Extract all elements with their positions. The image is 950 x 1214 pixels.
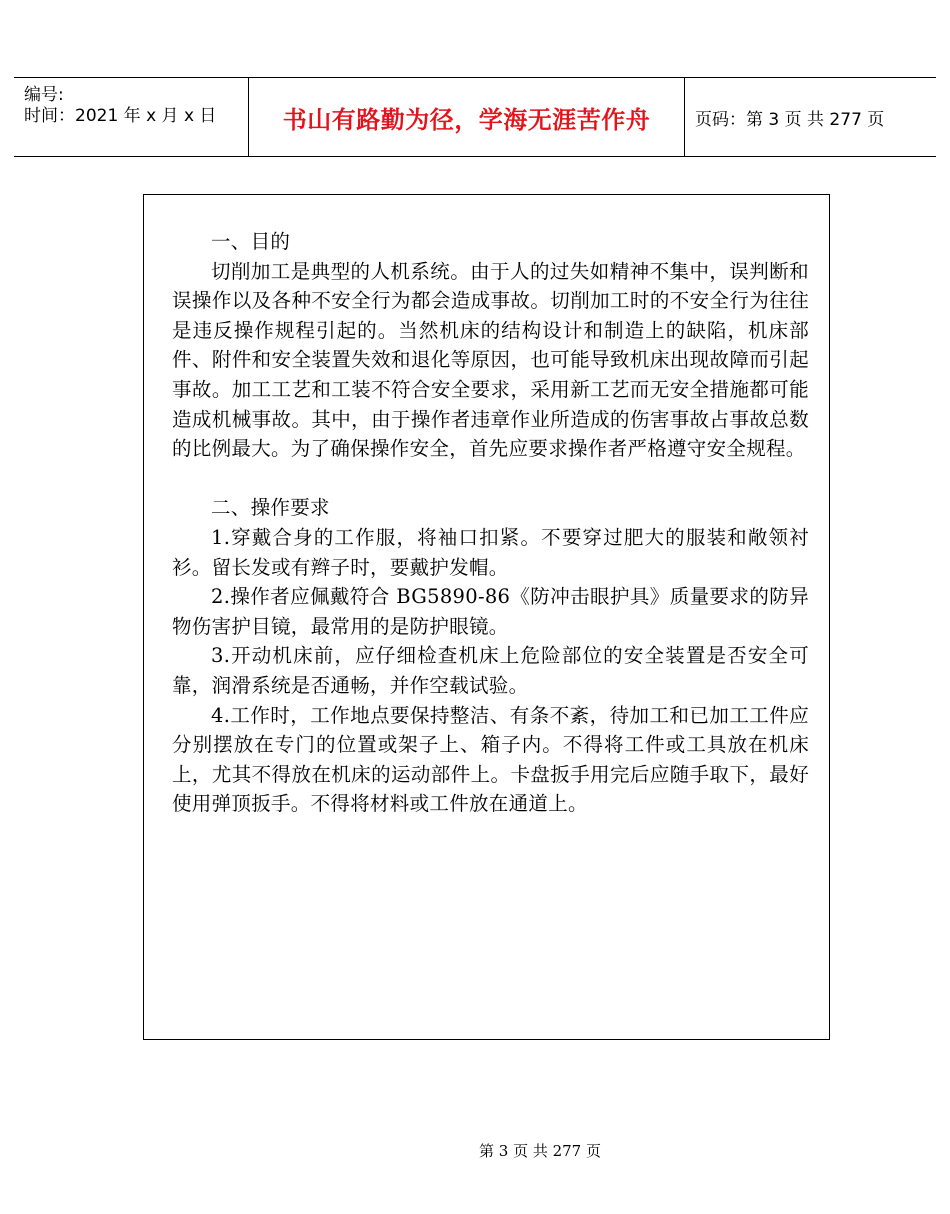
section-text-purpose: 切削加工是典型的人机系统。由于人的过失如精神不集中，误判断和误操作以及各种不安全行为都会造成事故。切削加工时的不安全行为往往是违反操作规程引起的。当然机床的结构设计和制造上的缺陷，机床部件、附件和安全装置失效和退化等原因，也可能导致机床出现故障而引起事故。加工工艺和工装不符合安全要求，采用新工艺而无安全措施都可能造成机械事故。其中，由于操作者违章作业所造成的伤害事故占事故总数的比例最大。为了确保操作安全，首先应要求操作者严格遵守安全规程。	[172, 259, 809, 461]
number-label: 编号:	[24, 85, 64, 105]
requirement-item-3: 3.开动机床前，应仔细检查机床上危险部位的安全装置是否安全可靠，润滑系统是否通畅，并作空载试验。	[172, 644, 809, 697]
content-box	[143, 194, 830, 1040]
page-code: 页码：第 3 页 共 277 页	[695, 109, 885, 130]
requirement-item-1: 1.穿戴合身的工作服，将袖口扣紧。不要穿过肥大的服装和敞领衬衫。留长发或有辫子时，要戴护发帽。	[172, 525, 809, 579]
section-title-requirements: 二、操作要求	[211, 496, 330, 520]
time-label: 时间：2021 年 x 月 x 日	[24, 106, 217, 126]
requirement-item-2: 2.操作者应佩戴符合 BG5890-86《防冲击眼护具》质量要求的防异物伤害护目镜，最常用的是防护眼镜。	[172, 585, 809, 638]
paragraph-spacer	[172, 464, 809, 494]
header-table	[14, 77, 936, 157]
header-page-cell	[685, 78, 936, 156]
motto-text: 书山有路勤为径，学海无涯苦作舟	[282, 105, 651, 134]
header-meta-cell	[14, 78, 249, 156]
section-title-purpose: 一、目的	[211, 230, 291, 253]
page-footer	[0, 1140, 950, 1161]
header-motto-cell	[249, 78, 685, 156]
footer-page-number: 第 3 页 共 277 页	[478, 1142, 601, 1160]
requirement-item-4: 4.工作时，工作地点要保持整洁、有条不紊，待加工和已加工工件应分别摆放在专门的位置或架子上、箱子内。不得将工件或工具放在机床上，尤其不得放在机床的运动部件上。卡盘扳手用完后应随手取下，最好使用弹顶扳手。不得将材料或工件放在通道上。	[172, 703, 809, 816]
